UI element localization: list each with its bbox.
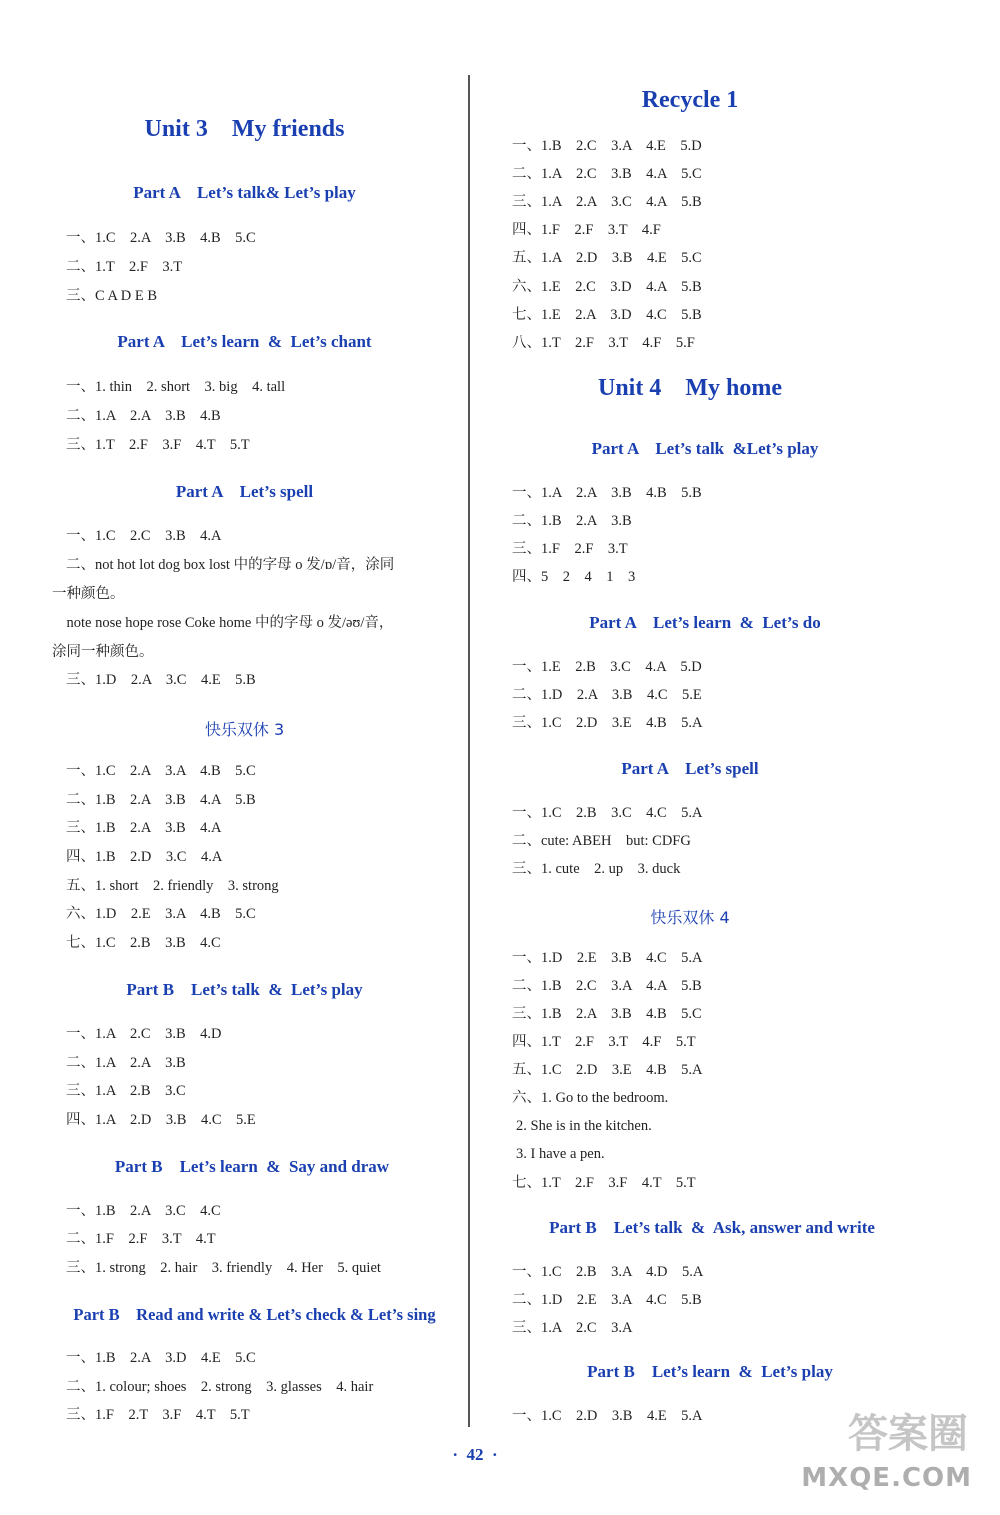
answer-line: 六、1. Go to the bedroom. — [512, 1090, 669, 1106]
answer-line: 三、1.A 2.C 3.A — [512, 1320, 633, 1336]
answer-line: 三、1.C 2.D 3.E 4.B 5.A — [512, 715, 703, 731]
answer-line: 一、1.A 2.C 3.B 4.D — [66, 1026, 222, 1042]
recycle-title: Recycle 1 — [641, 87, 739, 113]
answer-line: 五、1.C 2.D 3.E 4.B 5.A — [512, 1062, 703, 1078]
answer-line: 三、1. strong 2. hair 3. friendly 4. Her 5. quiet — [66, 1260, 381, 1276]
answer-line: 三、1.T 2.F 3.F 4.T 5.T — [66, 437, 250, 453]
answer-line: 涂同一种颜色。 — [52, 644, 154, 660]
answer-line: 二、1.B 2.C 3.A 4.A 5.B — [512, 978, 702, 994]
answer-line: 一、1.B 2.A 3.C 4.C — [66, 1203, 221, 1219]
page-number: · 42 · — [452, 1445, 498, 1464]
section-title: Part A Let’s talk &Let’s play — [591, 439, 819, 458]
answer-line: 三、1.D 2.A 3.C 4.E 5.B — [66, 672, 256, 688]
answer-line: 2. She is in the kitchen. — [516, 1118, 652, 1134]
answer-line: 二、1. colour; shoes 2. strong 3. glasses 4. hair — [66, 1379, 374, 1395]
unit-title: Unit 3 My friends — [144, 116, 345, 142]
answer-line: 三、1.A 2.B 3.C — [66, 1083, 186, 1099]
answer-line: 一、1.B 2.C 3.A 4.E 5.D — [512, 138, 702, 154]
answer-line: 七、1.T 2.F 3.F 4.T 5.T — [512, 1175, 696, 1191]
answer-line: 三、1.B 2.A 3.B 4.B 5.C — [512, 1006, 702, 1022]
answer-line: 四、1.T 2.F 3.T 4.F 5.T — [512, 1034, 696, 1050]
answer-line: 七、1.E 2.A 3.D 4.C 5.B — [512, 307, 702, 323]
answer-line: 二、cute: ABEH but: CDFG — [512, 833, 691, 849]
answer-line: 六、1.D 2.E 3.A 4.B 5.C — [66, 906, 256, 922]
answer-line: 六、1.E 2.C 3.D 4.A 5.B — [512, 279, 702, 295]
answer-line: 四、1.A 2.D 3.B 4.C 5.E — [66, 1112, 256, 1128]
section-title: 快乐双休 4 — [650, 908, 730, 927]
answer-line: 二、not hot lot dog box lost 中的字母 o 发/ɒ/音，涂同 — [66, 557, 395, 573]
section-title: Part A Let’s spell — [175, 482, 314, 501]
answer-line: 七、1.C 2.B 3.B 4.C — [66, 935, 221, 951]
answer-line: 一、1.C 2.B 3.A 4.D 5.A — [512, 1264, 704, 1280]
answer-line: 二、1.D 2.E 3.A 4.C 5.B — [512, 1292, 702, 1308]
answer-line: 二、1.A 2.A 3.B 4.B — [66, 408, 221, 424]
answer-line: 四、1.F 2.F 3.T 4.F — [512, 222, 661, 238]
answer-line: 一种颜色。 — [52, 586, 125, 602]
answer-line: 四、5 2 4 1 3 — [512, 569, 636, 585]
section-title: Part A Let’s talk& Let’s play — [133, 183, 356, 202]
answer-line: 二、1.D 2.A 3.B 4.C 5.E — [512, 687, 702, 703]
section-title: Part A Let’s spell — [621, 759, 759, 778]
section-title: 快乐双休 3 — [204, 720, 285, 739]
answer-line: 二、1.A 2.C 3.B 4.A 5.C — [512, 166, 702, 182]
answer-line: 五、1. short 2. friendly 3. strong — [66, 878, 279, 894]
answer-line: note nose hope rose Coke home 中的字母 o 发/əʊ/音， — [52, 615, 394, 631]
answer-line: 三、1.A 2.A 3.C 4.A 5.B — [512, 194, 702, 210]
answer-line: 一、1. thin 2. short 3. big 4. tall — [66, 379, 286, 395]
answer-line: 八、1.T 2.F 3.T 4.F 5.F — [512, 335, 695, 351]
answer-line: 二、1.F 2.F 3.T 4.T — [66, 1231, 216, 1247]
answer-line: 一、1.D 2.E 3.B 4.C 5.A — [512, 950, 703, 966]
section-title: Part B Read and write & Let’s check & Let’s sing — [73, 1305, 436, 1324]
section-title: Part B Let’s learn & Let’s play — [587, 1362, 833, 1381]
section-title: Part B Let’s learn & Say and draw — [114, 1157, 390, 1176]
watermark — [718, 1410, 988, 1505]
answer-line: 三、1.B 2.A 3.B 4.A — [66, 820, 222, 836]
section-title: Part A Let’s learn & Let’s chant — [117, 332, 372, 351]
section-title: Part B Let’s talk & Ask, answer and write — [549, 1218, 875, 1237]
answer-line: 二、1.B 2.A 3.B 4.A 5.B — [66, 792, 256, 808]
answer-line: 三、C A D E B — [66, 288, 158, 304]
answer-line: 一、1.E 2.B 3.C 4.A 5.D — [512, 659, 702, 675]
answer-line: 一、1.C 2.A 3.B 4.B 5.C — [66, 230, 256, 246]
column-divider — [468, 75, 470, 1427]
answer-line: 四、1.B 2.D 3.C 4.A — [66, 849, 223, 865]
answer-line: 一、1.B 2.A 3.D 4.E 5.C — [66, 1350, 256, 1366]
answer-line: 二、1.T 2.F 3.T — [66, 259, 183, 275]
answer-line: 一、1.C 2.B 3.C 4.C 5.A — [512, 805, 703, 821]
section-title: Part B Let’s talk & Let’s play — [126, 980, 363, 999]
watermark-logo: 答案圈 — [848, 1411, 968, 1457]
answer-line: 3. I have a pen. — [516, 1146, 605, 1162]
answer-line: 一、1.C 2.C 3.B 4.A — [66, 528, 222, 544]
answer-line: 三、1.F 2.T 3.F 4.T 5.T — [66, 1407, 250, 1423]
answer-line: 二、1.A 2.A 3.B — [66, 1055, 186, 1071]
answer-line: 三、1.F 2.F 3.T — [512, 541, 628, 557]
answer-line: 一、1.A 2.A 3.B 4.B 5.B — [512, 485, 702, 501]
answer-line: 五、1.A 2.D 3.B 4.E 5.C — [512, 250, 702, 266]
unit-title: Unit 4 My home — [598, 375, 782, 401]
answer-line: 二、1.B 2.A 3.B — [512, 513, 632, 529]
answer-line: 一、1.C 2.D 3.B 4.E 5.A — [512, 1408, 703, 1424]
answer-line: 三、1. cute 2. up 3. duck — [512, 861, 681, 877]
answer-line: 一、1.C 2.A 3.A 4.B 5.C — [66, 763, 256, 779]
watermark-site: MXQE.COM — [801, 1463, 972, 1493]
section-title: Part A Let’s learn & Let’s do — [589, 613, 821, 632]
